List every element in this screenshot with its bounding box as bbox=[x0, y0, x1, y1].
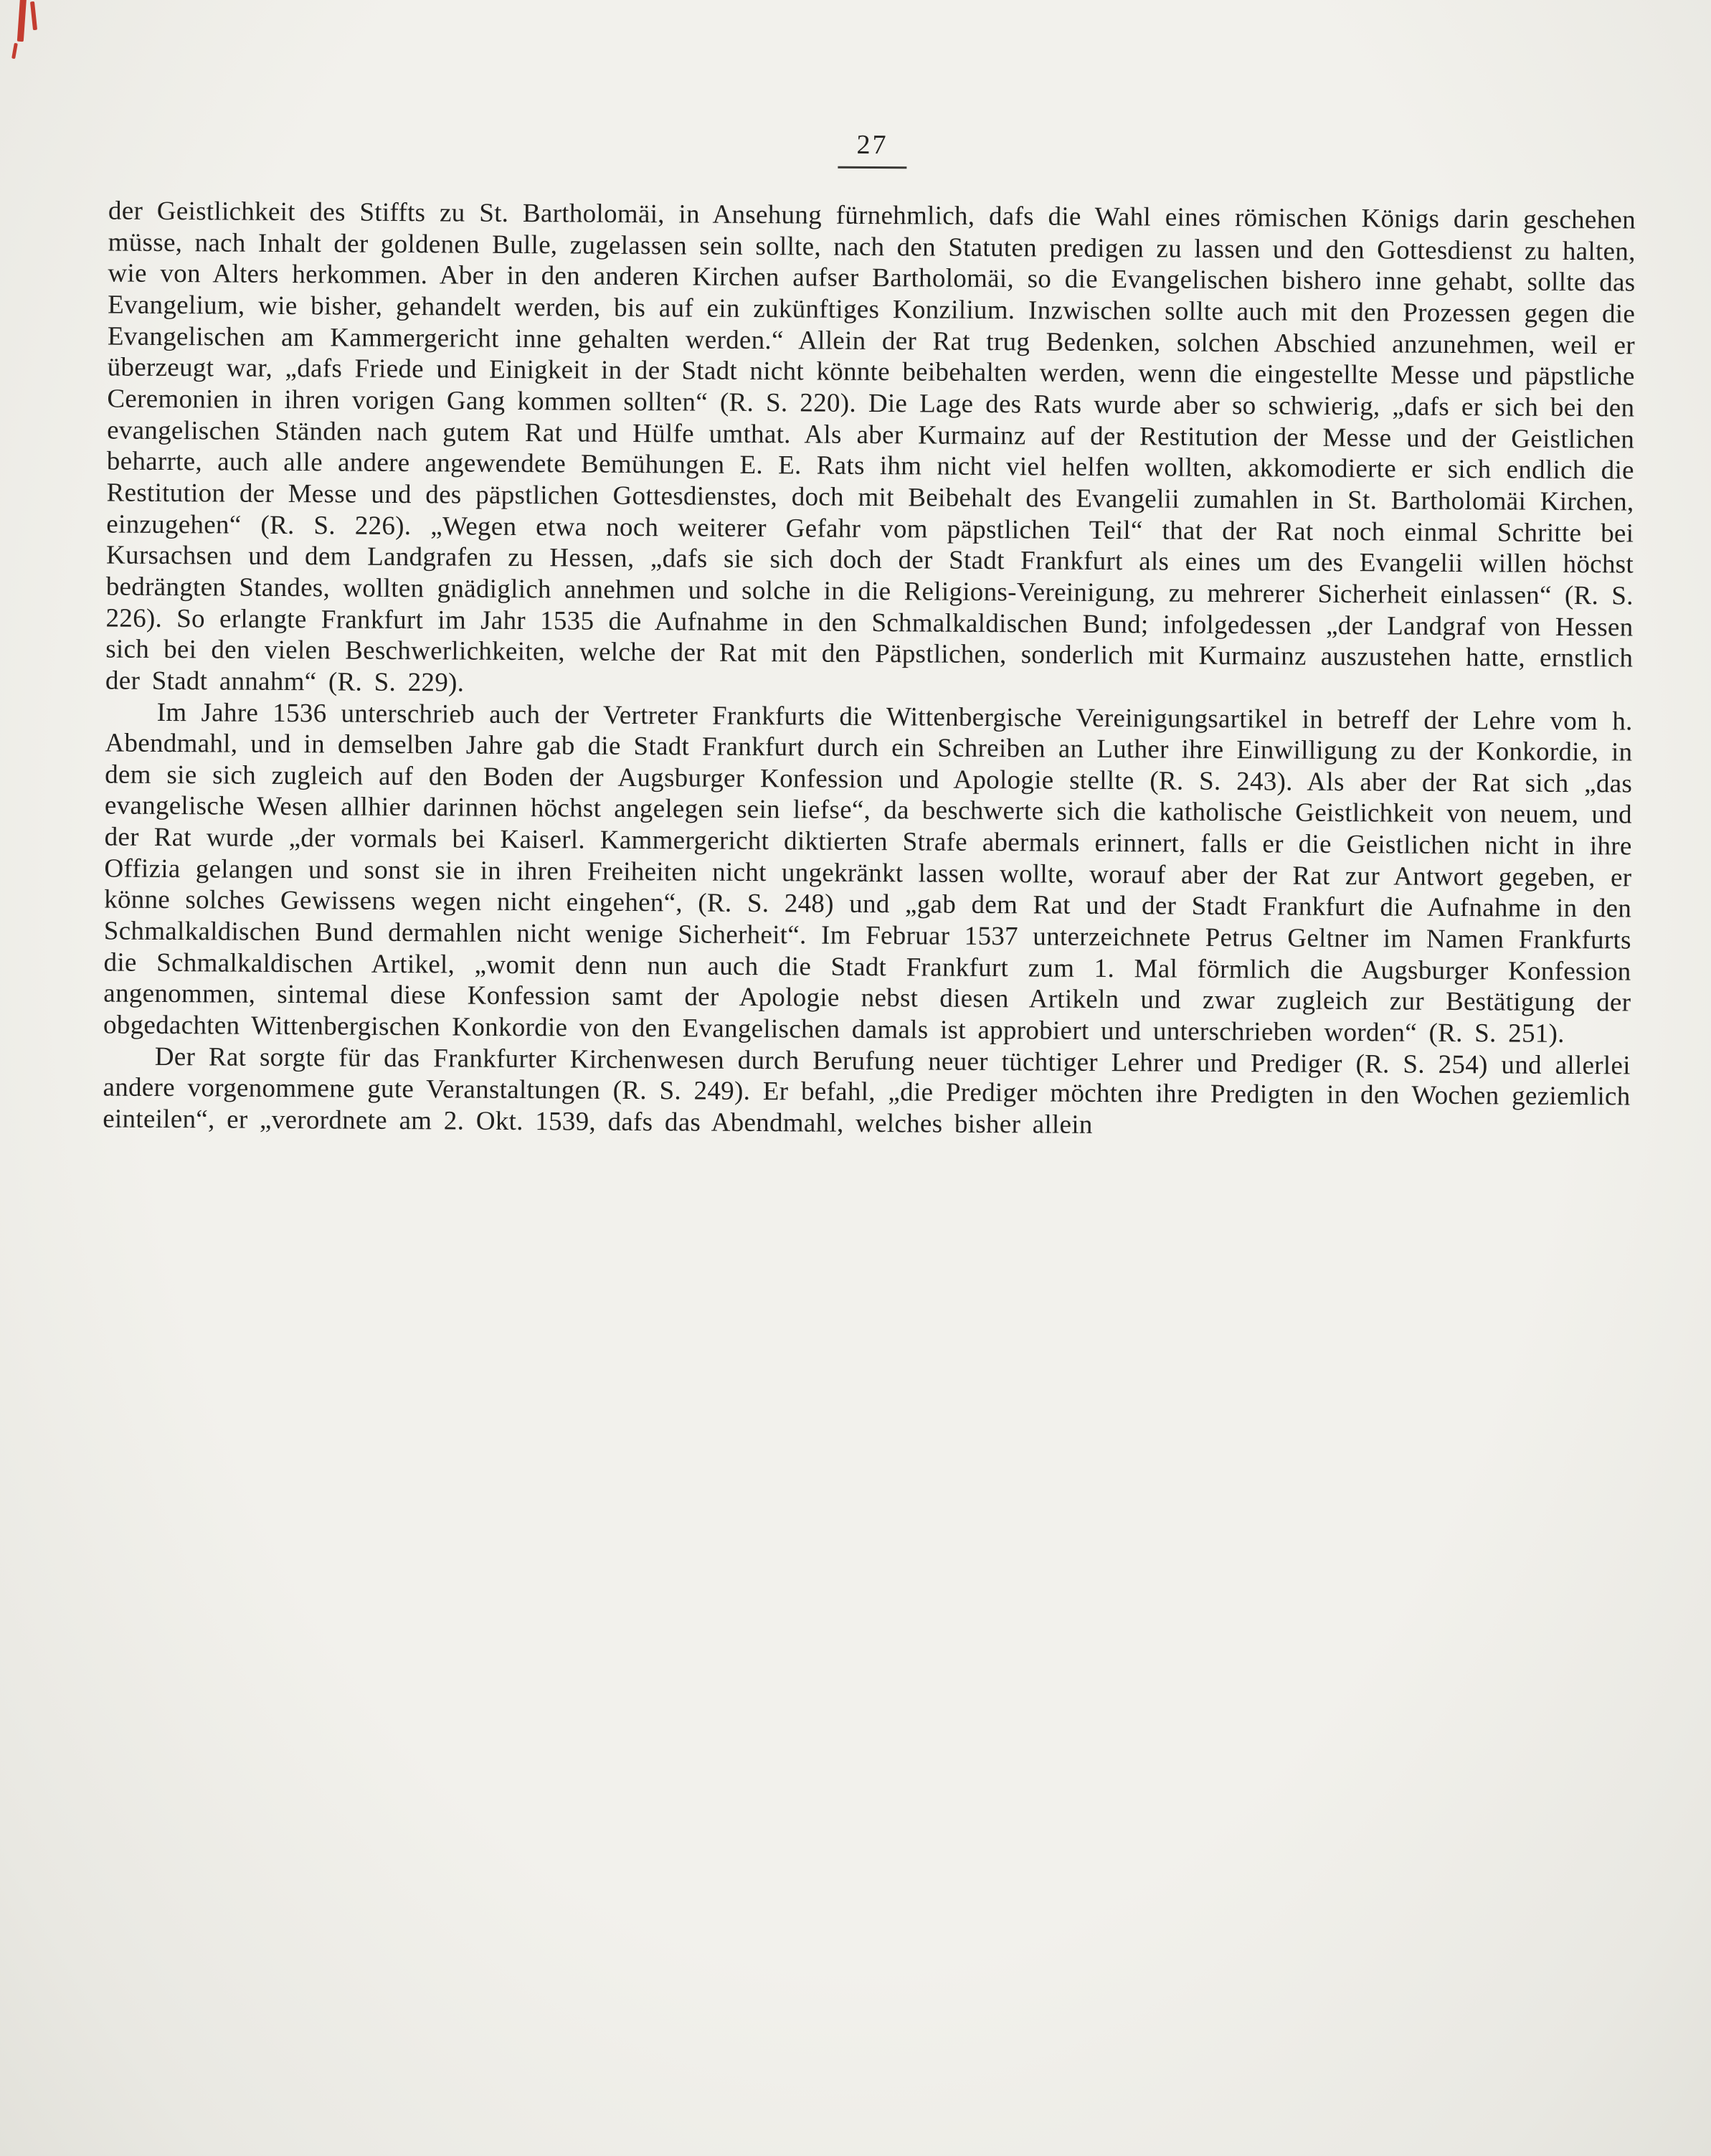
red-pen-stroke-icon bbox=[11, 43, 18, 60]
paragraph: Im Jahre 1536 unterschrieb auch der Vertreter Frankfurts die Wittenbergische Vereinigungsartikel in betreff der Lehre vom h. Abendmahl, und in demselben Jahre gab die Stadt Frankfurt durch ein Schreiben an Luther ihre Einwilligung zu der Konkordie, in dem sie sich zugleich auf den Boden der Augsburger Konfession und Apologie stellte (R. S. 243). Als aber der Rat sich „das evangelische Wesen allhier darinnen höchst angelegen sein liefse“, da beschwerte sich die katholische Geistlichkeit von neuem, und der Rat wurde „der vormals bei Kaiserl. Kammergericht diktierten Strafe abermals erinnert, falls er die Geistlichen nicht in ihre Offizia gelangen und sonst sie in ihren Freiheiten nicht ungekränkt lassen wollte, worauf aber der Rat zur Antwort gegeben, er könne solches Gewissens wegen nicht eingehen“, (R. S. 248) und „gab dem Rat und der Stadt Frankfurt die Aufnahme in den Schmalkaldischen Bund dermahlen nicht wenige Sicherheit“. Im Februar 1537 unterzeichnete Petrus Geltner im Namen Frankfurts die Schmalkaldischen Artikel, „womit denn nun auch die Stadt Frankfurt zum 1. Mal förmlich die Augsburger Konfession angenommen, sintemal diese Konfession samt der Apologie nebst diesen Artikeln und zwar zugleich zur Bestätigung der obgedachten Wittenbergischen Konkordie von den Evangelischen damals ist approbiert und unterschrieben worden“ (R. S. 251). bbox=[103, 697, 1633, 1049]
red-pen-mark bbox=[0, 0, 65, 86]
paragraph-continuation: der Geistlichkeit des Stiffts zu St. Bartholomäi, in Ansehung fürnehmlich, dafs die Wahl eines römischen Königs darin geschehen müsse, nach Inhalt der goldenen Bulle, zugelassen sein sollte, nach den Statuten predigen zu lassen und den Gottesdienst zu halten, wie von Alters herkommen. Aber in den anderen Kirchen aufser Bartholomäi, so die Evangelischen bishero inne gehabt, sollte das Evangelium, wie bisher, gehandelt werden, bis auf ein zukünftiges Konzilium. Inzwischen sollte auch mit den Prozessen gegen die Evangelischen am Kammergericht inne gehalten werden.“ Allein der Rat trug Bedenken, solchen Abschied anzunehmen, weil er überzeugt war, „dafs Friede und Einigkeit in der Stadt nicht könnte beibehalten werden, wenn die eingestellte Messe und päpstliche Ceremonien in ihren vorigen Gang kommen sollten“ (R. S. 220). Die Lage des Rats wurde aber so schwierig, „dafs er sich bei den evangelischen Ständen nach gutem Rat und Hülfe umthat. Als aber Kurmainz auf der Restitution der Messe und der Geistlichen beharrte, auch alle andere angewendete Bemühungen E. E. Rats ihm nicht viel helfen wollten, akkomodierte er sich endlich die Restitution der Messe und des päpstlichen Gottesdienstes, doch mit Beibehalt des Evangelii zumahlen in St. Bartholomäi Kirchen, einzugehen“ (R. S. 226). „Wegen etwa noch weiterer Gefahr vom päpstlichen Teil“ that der Rat noch einmal Schritte bei Kursachsen und dem Landgrafen zu Hessen, „dafs sie sich doch der Stadt Frankfurt als eines um des Evangelii willen höchst bedrängten Standes, wollten gnädiglich annehmen und solche in die Religions-Vereinigung, zu mehrerer Sicherheit einlassen“ (R. S. 226). So erlangte Frankfurt im Jahr 1535 die Aufnahme in den Schmalkaldischen Bund; infolgedessen „der Landgraf von Hessen sich bei den vielen Beschwerlichkeiten, welche der Rat mit den Päpstlichen, sonderlich mit Kurmainz auszustehen hatte, ernstlich der Stadt annahm“ (R. S. 229). bbox=[105, 196, 1636, 698]
page-number: 27 bbox=[838, 129, 906, 169]
paragraph: Der Rat sorgte für das Frankfurter Kirchenwesen durch Berufung neuer tüchtiger Lehrer und Prediger (R. S. 254) und allerlei andere vorgenommene gute Veranstaltungen (R. S. 249). Er befahl, „die Prediger möchten ihre Predigten in den Wochen geziemlich einteilen“, er „verordnete am 2. Okt. 1539, dafs das Abendmahl, welches bisher allein bbox=[103, 1041, 1631, 1140]
page-header bbox=[108, 124, 1636, 173]
page-body bbox=[103, 124, 1636, 1144]
red-pen-stroke-icon bbox=[17, 0, 27, 42]
red-pen-stroke-icon bbox=[30, 1, 37, 30]
